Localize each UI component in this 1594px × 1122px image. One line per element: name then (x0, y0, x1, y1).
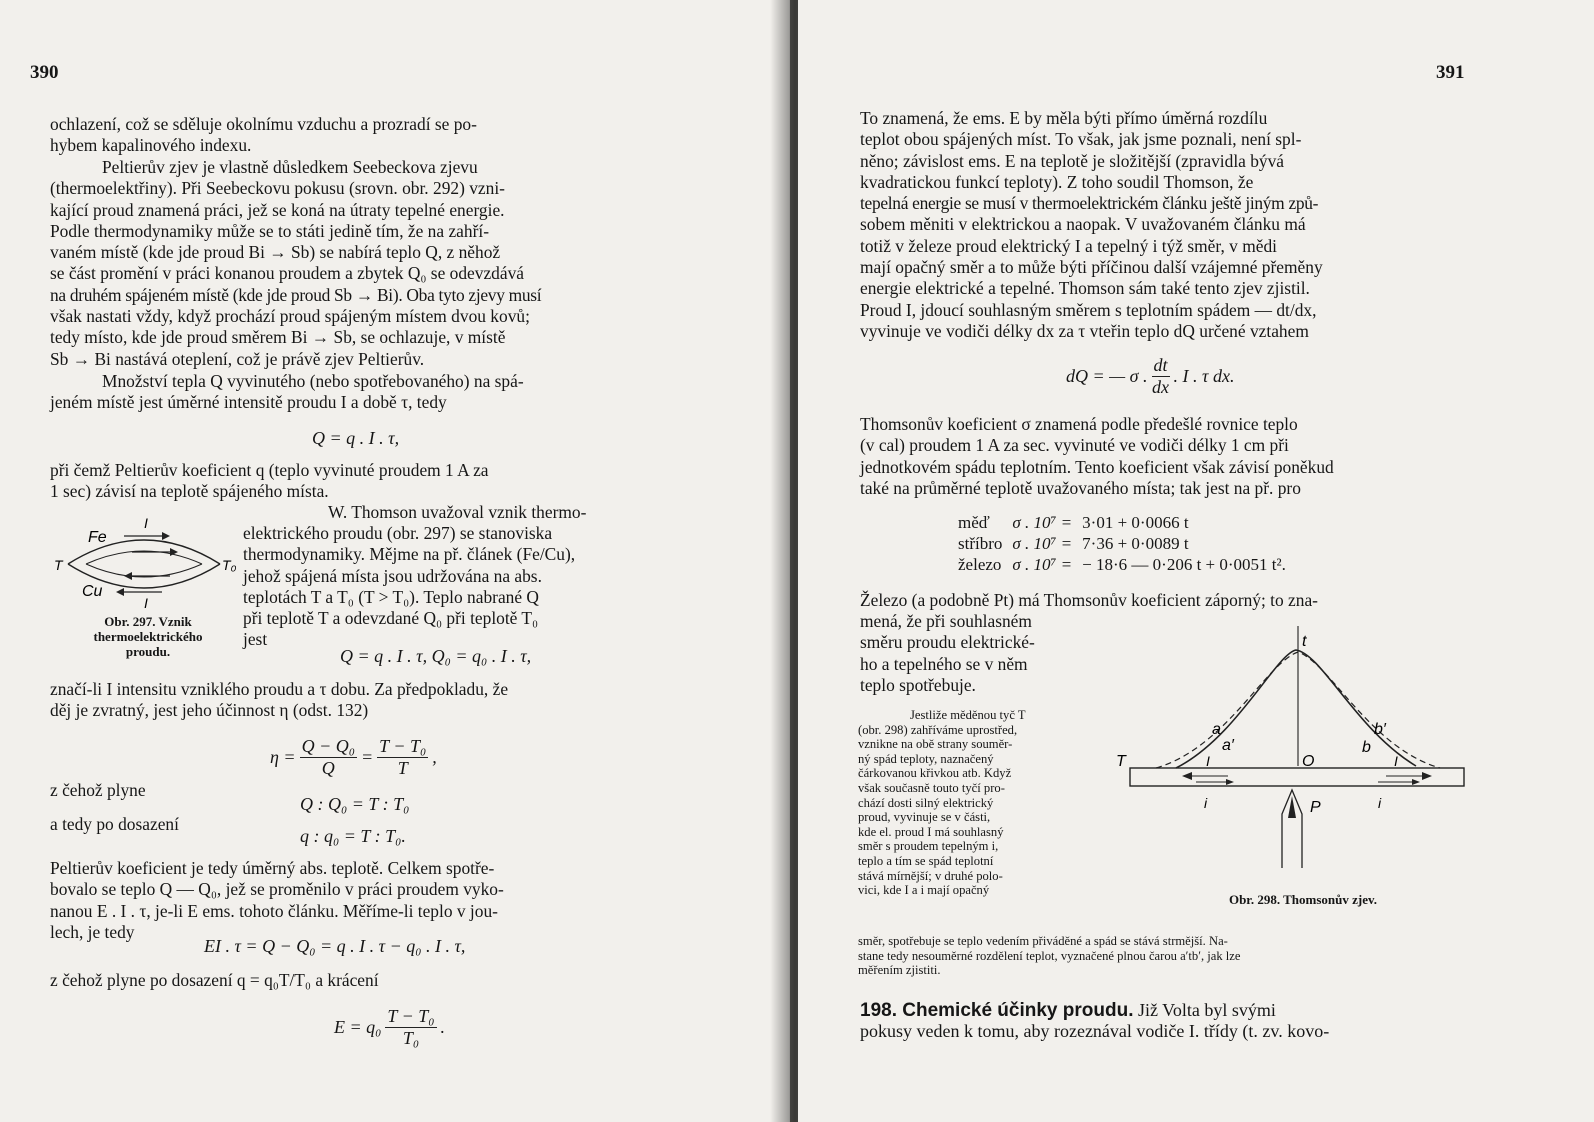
figure-298-caption: Obr. 298. Thomsonův zjev. (1228, 892, 1378, 907)
paragraph-1: To znamená, že ems. E by měla býti přímo úměrná rozdílu teplot obou spájených míst. To však, jak jsme poznali, není spl- něno; závislost ems. E na teplotě je složitější (zpravidla bývá kvadratickou funkcí teploty). Z toho soudil Thomson, že tepelná energie se musí v thermoelektrickém článku ještě jiným způ- sobem měniti v elektrickou a naopak. V uvažovaném článku má totiž v železe proud elektrický I a tepelný i týž směr, v mědi mají opačný směr a to může býti příčinou další vzájemné přeměny energie elektrické a tepelné. Thomson sám také tento zjev zjistil. Proud I, jdoucí souhlasným směrem s teplotním spádem — dt/dx, vyvinuje ve vodiči délky dx za τ vteřin teplo dQ určené vztahem (860, 108, 1323, 341)
left-page (0, 0, 790, 1122)
fig297-label-i-bottom: I (144, 595, 148, 611)
fig298-label-O: O (1302, 753, 1315, 770)
figure-297 (52, 512, 242, 612)
equation-peltier: Q = q . I . τ, (312, 428, 400, 448)
paragraph-2: Thomsonův koeficient σ znamená podle předešlé rovnice teplo (v cal) proudem 1 A za sec. vyvinuté ve vodiči délky 1 cm při jednotkovém spádu teplotním. Tento koeficient však závisí poněkud také na průměrné teplotě uvažovaného místa; tak jest na př. pro (860, 414, 1334, 498)
fig297-label-t0: T₀ (222, 557, 237, 573)
paragraph-4: při čemž Peltierův koeficient q (teplo vyvinuté proudem 1 A za 1 sec) závisí na teplotě spájeného místa. (50, 460, 489, 502)
equation-heat: Q = q . I . τ, Q₀ = q₀ . I . τ, (340, 646, 532, 666)
page-number: 391 (1436, 62, 1465, 83)
figure-297-caption: Obr. 297. Vznik thermoelektrického proudu. (93, 614, 203, 659)
fig298-label-b: b (1362, 739, 1371, 756)
fig298-label-a-prime: a′ (1222, 737, 1234, 754)
equation-ratio-q: Q : Q₀ = T : T₀ (300, 794, 410, 814)
paragraph-8: z čehož plyne po dosazení q = q₀T/T₀ a krácení (50, 970, 379, 990)
paragraph-2: Peltierův zjev je vlastně důsledkem Seebeckova zjevu (thermoelektřiny). Při Seebeckovu pokusu (srovn. obr. 292) vzni- kající proud znamená práci, jež se koná na útraty tepelné energie. Podle thermodynamiky může se to státi jedině tím, že na zahří- vaném místě (kde jde proud Bi → Sb) se nabírá teplo Q, z něhož se část promění v práci konanou proudem a zbytek Q₀ se odevzdává na druhém spájeném místě (kde jde proud Sb → Bi). Oba tyto zjevy musí však nastati vždy, když prochází proud spájeným místem dvou kovů; tedy místo, kde jde proud směrem Bi → Sb, se ochlazuje, v místě Sb → Bi nastává oteplení, což je právě zjev Peltierův. (50, 157, 542, 369)
paragraph-7: Peltierův koeficient je tedy úměrný abs. teplotě. Celkem spotře- bovalo se teplo Q — Q₀, jež se proměnilo v práci proudem vyko- nanou E . I . τ, je-li E ems. tohoto článku. Měříme-li teplo v jou- lech, je tedy (50, 858, 504, 942)
figure-298 (1116, 618, 1476, 892)
label-z-cehoz-plyne: z čehož plyne (50, 780, 146, 800)
equation-ems: E = q₀ T − T₀ T₀ . (334, 1006, 446, 1048)
section-198: 198. Chemické účinky proudu. Již Volta byl svými pokusy veden k tomu, aby rozeznával vodiče I. třídy (t. zv. kovo- (860, 1000, 1330, 1042)
page-number: 390 (30, 62, 59, 83)
equation-ratio-small-q: q : q₀ = T : T₀. (300, 826, 406, 846)
equation-thomson: dQ = — σ . dt dx . I . τ dx. (1066, 355, 1235, 397)
fig298-label-I-right: I (1394, 753, 1398, 769)
fig297-label-fe: Fe (88, 529, 107, 546)
figure-298-note: Jestliže měděnou tyč T (obr. 298) zahříváme uprostřed, vznikne na obě strany souměr- ný spád teploty, naznačený čárkovanou křivkou atb. Když však současně touto tyčí pro- chází dosti silný elektrický proud, vyvinuje se v části, kde el. proud I má souhlasný směr s proudem tepelným i, teplo a tím se spád teplotní stává mírnější; v druhé polo- vici, kde I a i mají opačný (858, 708, 1026, 898)
section-heading: 198. Chemické účinky proudu. (860, 1000, 1134, 1021)
thomson-coefficient-table (958, 512, 1296, 575)
fig298-label-I-left: I (1206, 753, 1210, 769)
equation-efficiency: η = $\frac{\text{Q − Q₀}}{Q}$ = $\frac{\text{T − T₀}}{T}$ , (270, 736, 437, 778)
table-row: stříbro σ . 10⁷ = 7·36 + 0·0089 t (958, 534, 1189, 553)
paragraph-1: ochlazení, což se sděluje okolnímu vzduchu a prozradí se po- hybem kapalinového indexu. (50, 114, 477, 156)
label-po-dosazeni: a tedy po dosazení (50, 814, 179, 834)
paragraph-3: Množství tepla Q vyvinutého (nebo spotřebovaného) na spá- jeném místě jest úměrné intensitě proudu I a době τ, tedy (50, 371, 524, 413)
right-page (798, 0, 1594, 1122)
fig297-label-cu: Cu (82, 583, 103, 600)
paragraph-5: elektrického proudu (obr. 297) se stanoviska thermodynamiky. Mějme na př. článek (Fe/Cu), jehož spájená místa jsou udržována na abs. teplotách T a T₀ (T > T₀). Teplo nabrané Q při teplotě T a odevzdané Q₀ při teplotě T₀ jest (243, 523, 576, 650)
fig298-label-i-left: i (1204, 795, 1208, 811)
fig297-label-i-top: I (144, 515, 148, 531)
fig298-label-b-prime: b′ (1374, 721, 1386, 738)
figure-298-note-tail: směr, spotřebuje se teplo vedením přiváděné a spád se stává strmější. Na- stane tedy nesouměrné rozdělení teplot, vyznačené plnou čarou a′tb′, jak lze měřením zjistiti. (858, 934, 1241, 978)
table-row: železo σ . 10⁷ = − 18·6 — 0·206 t + 0·0051 t². (958, 555, 1286, 574)
table-row: měď σ . 10⁷ = 3·01 + 0·0066 t (958, 513, 1189, 532)
paragraph-3-first-line: Železo (a podobně Pt) má Thomsonův koeficient záporný; to zna- (860, 590, 1318, 610)
paragraph-3: mená, že při souhlasném směru proudu elektrické- ho a tepelného se v něm teplo spotřebuje. (860, 611, 1035, 695)
equation-work: EI . τ = Q − Q₀ = q . I . τ − q₀ . I . τ, (204, 936, 466, 956)
fig298-label-T: T (1116, 753, 1126, 770)
fig298-label-P: P (1310, 799, 1321, 816)
fig298-label-a: a (1212, 721, 1221, 738)
fig298-label-t-top: t (1302, 633, 1307, 650)
paragraph-6: značí-li I intensitu vzniklého proudu a τ dobu. Za předpokladu, že děj je zvratný, jest jeho účinnost η (odst. 132) (50, 679, 509, 721)
fig297-label-t: T (54, 557, 63, 573)
paragraph-5-first-line: W. Thomson uvažoval vznik thermo- (328, 502, 587, 522)
fig298-label-i-right: i (1378, 795, 1382, 811)
